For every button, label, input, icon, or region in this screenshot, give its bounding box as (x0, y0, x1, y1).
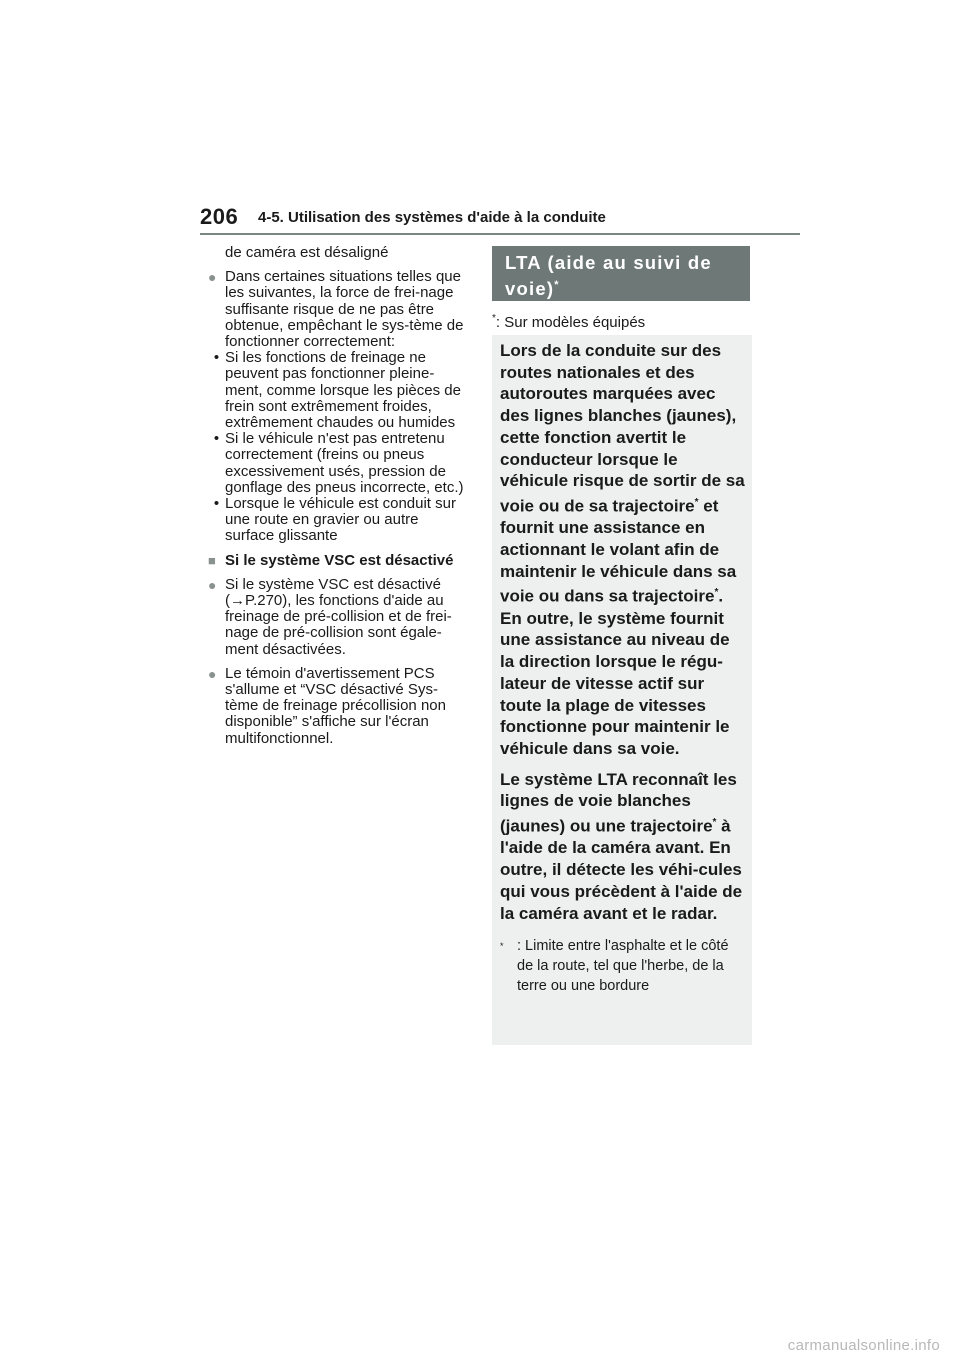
bullet-item (208, 577, 470, 658)
sub-list-item (208, 496, 470, 545)
continuation-text: de caméra est désaligné (225, 244, 389, 261)
subheading-text: Si le système VSC est désactivé (225, 551, 454, 569)
dot-bullet-icon: • (213, 495, 220, 513)
info-paragraph: Le système LTA reconnaît les lignes de voie blanches (jaunes) ou une trajectoire* à l'aide de la caméra avant. En outre, il détecte les véhi-cules qui vous précèdent à l'aide de la caméra avant et le radar. (500, 769, 743, 923)
bullet-item (208, 269, 470, 350)
bullet-text: Dans certaines situations telles que les suivantes, la force de frei-nage suffisante risque de ne pas être obtenue, empêchant le sys-tème de fonctionner correctement: (225, 268, 464, 351)
page-reference-link[interactable]: P.270 (245, 592, 283, 610)
left-column (208, 245, 470, 747)
subheading (208, 553, 470, 569)
round-bullet-icon: ● (208, 269, 217, 286)
sub-list-text: Si les fonctions de freinage ne peuvent pas fonctionner pleine-ment, comme lorsque les pièces de frein sont extrêmement froides, extrêmement chaudes ou humides (225, 349, 461, 432)
sub-list-text: Si le véhicule n'est pas entretenu correctement (freins ou pneus excessivement usés, pression de gonflage des pneus incorrecte, etc.) (225, 430, 464, 496)
header-divider (200, 233, 800, 235)
info-box-text (500, 340, 745, 996)
dot-bullet-icon: • (213, 349, 220, 367)
sub-list-item (208, 431, 470, 496)
dot-bullet-icon: • (213, 430, 220, 448)
watermark: carmanualsonline.info (787, 1337, 940, 1354)
equipped-footnote: *: Sur modèles équipés (492, 313, 646, 331)
asterisk-mark: * (554, 279, 560, 291)
lta-section-header (492, 246, 750, 301)
square-bullet-icon: ■ (208, 552, 216, 568)
bullet-text: Si le système VSC est désactivé (→P.270), les fonctions d'aide au freinage de pré-collision et de frei-nage de pré-collision sont égale-ment désactivées. (225, 575, 452, 658)
round-bullet-icon: ● (208, 576, 217, 593)
lta-title: LTA (aide au suivi de voie) (505, 252, 712, 300)
info-footnote: * : Limite entre l'asphalte et le côté de la route, tel que l'herbe, de la terre ou une bordure (500, 938, 729, 995)
sub-list-text: Lorsque le véhicule est conduit sur une route en gravier ou autre surface glissante (225, 495, 456, 545)
round-bullet-icon: ● (208, 665, 217, 682)
section-title: 4-5. Utilisation des systèmes d'aide à la conduite (258, 209, 606, 226)
info-paragraph: Lors de la conduite sur des routes nationales et des autoroutes marquées avec des lignes blanches (jaunes), cette fonction avertit le conducteur lorsque le véhicule risque de sortir de sa voie ou de sa trajectoire* et fournit une assistance en actionnant le volant afin de maintenir le véhicule dans sa voie ou dans sa trajectoire*. En outre, le système fournit une assistance au niveau de la direction lorsque le régu-lateur de vitesse actif sur toute la plage de vitesses fonctionne pour maintenir le véhicule dans sa voie. (500, 341, 745, 758)
sub-list-item (208, 350, 470, 431)
page-number: 206 (200, 204, 239, 229)
arrow-icon: → (230, 592, 245, 610)
bullet-item (208, 666, 470, 747)
bullet-text: Le témoin d'avertissement PCS s'allume et “VSC désactivé Sys-tème de freinage précollision non disponible” s'affiche sur l'écran multifonctionnel. (225, 664, 446, 747)
